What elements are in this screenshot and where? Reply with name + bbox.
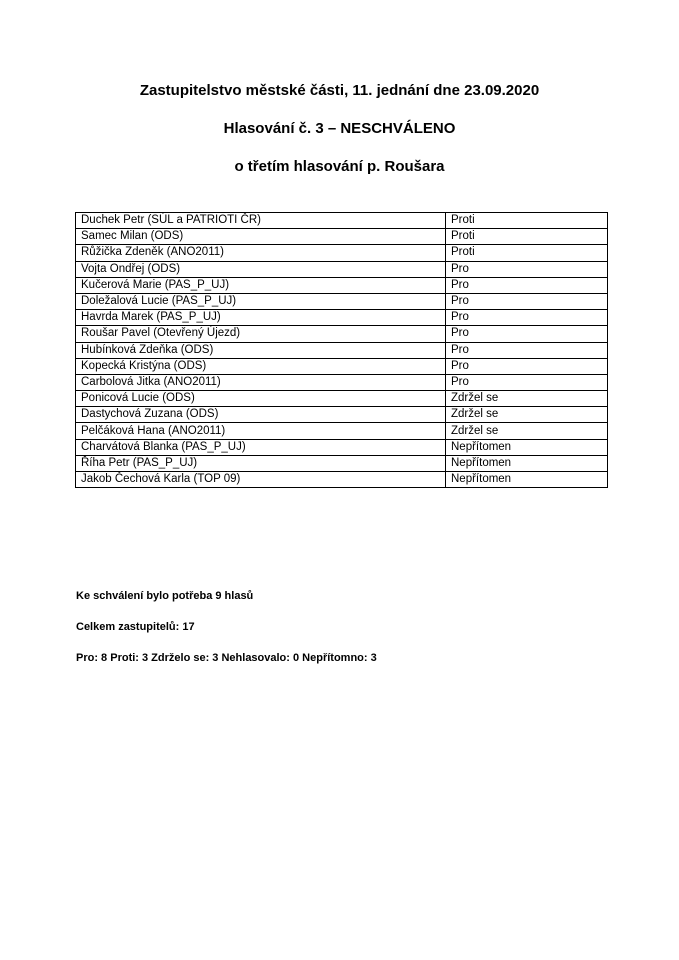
table-row (76, 326, 608, 342)
vote-cell: Pro (446, 342, 608, 358)
table-row (76, 439, 608, 455)
table-row (76, 310, 608, 326)
table-row (76, 391, 608, 407)
table-row (76, 277, 608, 293)
member-name-cell: Hubínková Zdeňka (ODS) (76, 342, 446, 358)
results-line: Pro: 8 Proti: 3 Zdrželo se: 3 Nehlasovalo: 0 Nepřítomno: 3 (76, 652, 377, 664)
vote-cell: Nepřítomen (446, 472, 608, 488)
vote-cell: Pro (446, 310, 608, 326)
votes-table (75, 212, 608, 488)
vote-cell: Pro (446, 261, 608, 277)
member-name-cell: Samec Milan (ODS) (76, 229, 446, 245)
member-name-cell: Dastychová Zuzana (ODS) (76, 407, 446, 423)
vote-heading: Hlasování č. 3 – NESCHVÁLENO (223, 120, 456, 137)
table-row (76, 455, 608, 471)
table-row (76, 423, 608, 439)
table-row (76, 261, 608, 277)
required-votes-line: Ke schválení bylo potřeba 9 hlasů (76, 590, 254, 602)
member-name-cell: Duchek Petr (SÚL a PATRIOTI ČR) (76, 213, 446, 229)
member-name-cell: Ponicová Lucie (ODS) (76, 391, 446, 407)
member-name-cell: Charvátová Blanka (PAS_P_UJ) (76, 439, 446, 455)
member-name-cell: Jakob Čechová Karla (TOP 09) (76, 472, 446, 488)
table-row (76, 407, 608, 423)
vote-cell: Pro (446, 358, 608, 374)
member-name-cell: Carbolová Jitka (ANO2011) (76, 374, 446, 390)
table-row (76, 374, 608, 390)
table-row (76, 245, 608, 261)
vote-cell: Pro (446, 374, 608, 390)
member-name-cell: Kučerová Marie (PAS_P_UJ) (76, 277, 446, 293)
meeting-title: Zastupitelstvo městské části, 11. jednání dne 23.09.2020 (139, 82, 540, 99)
vote-cell: Pro (446, 277, 608, 293)
vote-cell: Proti (446, 213, 608, 229)
member-name-cell: Říha Petr (PAS_P_UJ) (76, 455, 446, 471)
member-name-cell: Pelčáková Hana (ANO2011) (76, 423, 446, 439)
member-name-cell: Růžička Zdeněk (ANO2011) (76, 245, 446, 261)
member-name-cell: Roušar Pavel (Otevřený Újezd) (76, 326, 446, 342)
table-row (76, 229, 608, 245)
table-row (76, 213, 608, 229)
member-name-cell: Vojta Ondřej (ODS) (76, 261, 446, 277)
table-row (76, 342, 608, 358)
total-members-line: Celkem zastupitelů: 17 (76, 621, 195, 633)
vote-cell: Zdržel se (446, 391, 608, 407)
member-name-cell: Havrda Marek (PAS_P_UJ) (76, 310, 446, 326)
vote-cell: Pro (446, 326, 608, 342)
vote-cell: Proti (446, 229, 608, 245)
vote-cell: Zdržel se (446, 407, 608, 423)
vote-cell: Pro (446, 293, 608, 309)
table-row (76, 293, 608, 309)
vote-subject: o třetím hlasování p. Roušara (234, 158, 445, 175)
vote-cell: Zdržel se (446, 423, 608, 439)
votes-table-body (76, 213, 608, 488)
vote-cell: Nepřítomen (446, 439, 608, 455)
table-row (76, 472, 608, 488)
vote-cell: Nepřítomen (446, 455, 608, 471)
member-name-cell: Kopecká Kristýna (ODS) (76, 358, 446, 374)
member-name-cell: Doležalová Lucie (PAS_P_UJ) (76, 293, 446, 309)
vote-cell: Proti (446, 245, 608, 261)
table-row (76, 358, 608, 374)
